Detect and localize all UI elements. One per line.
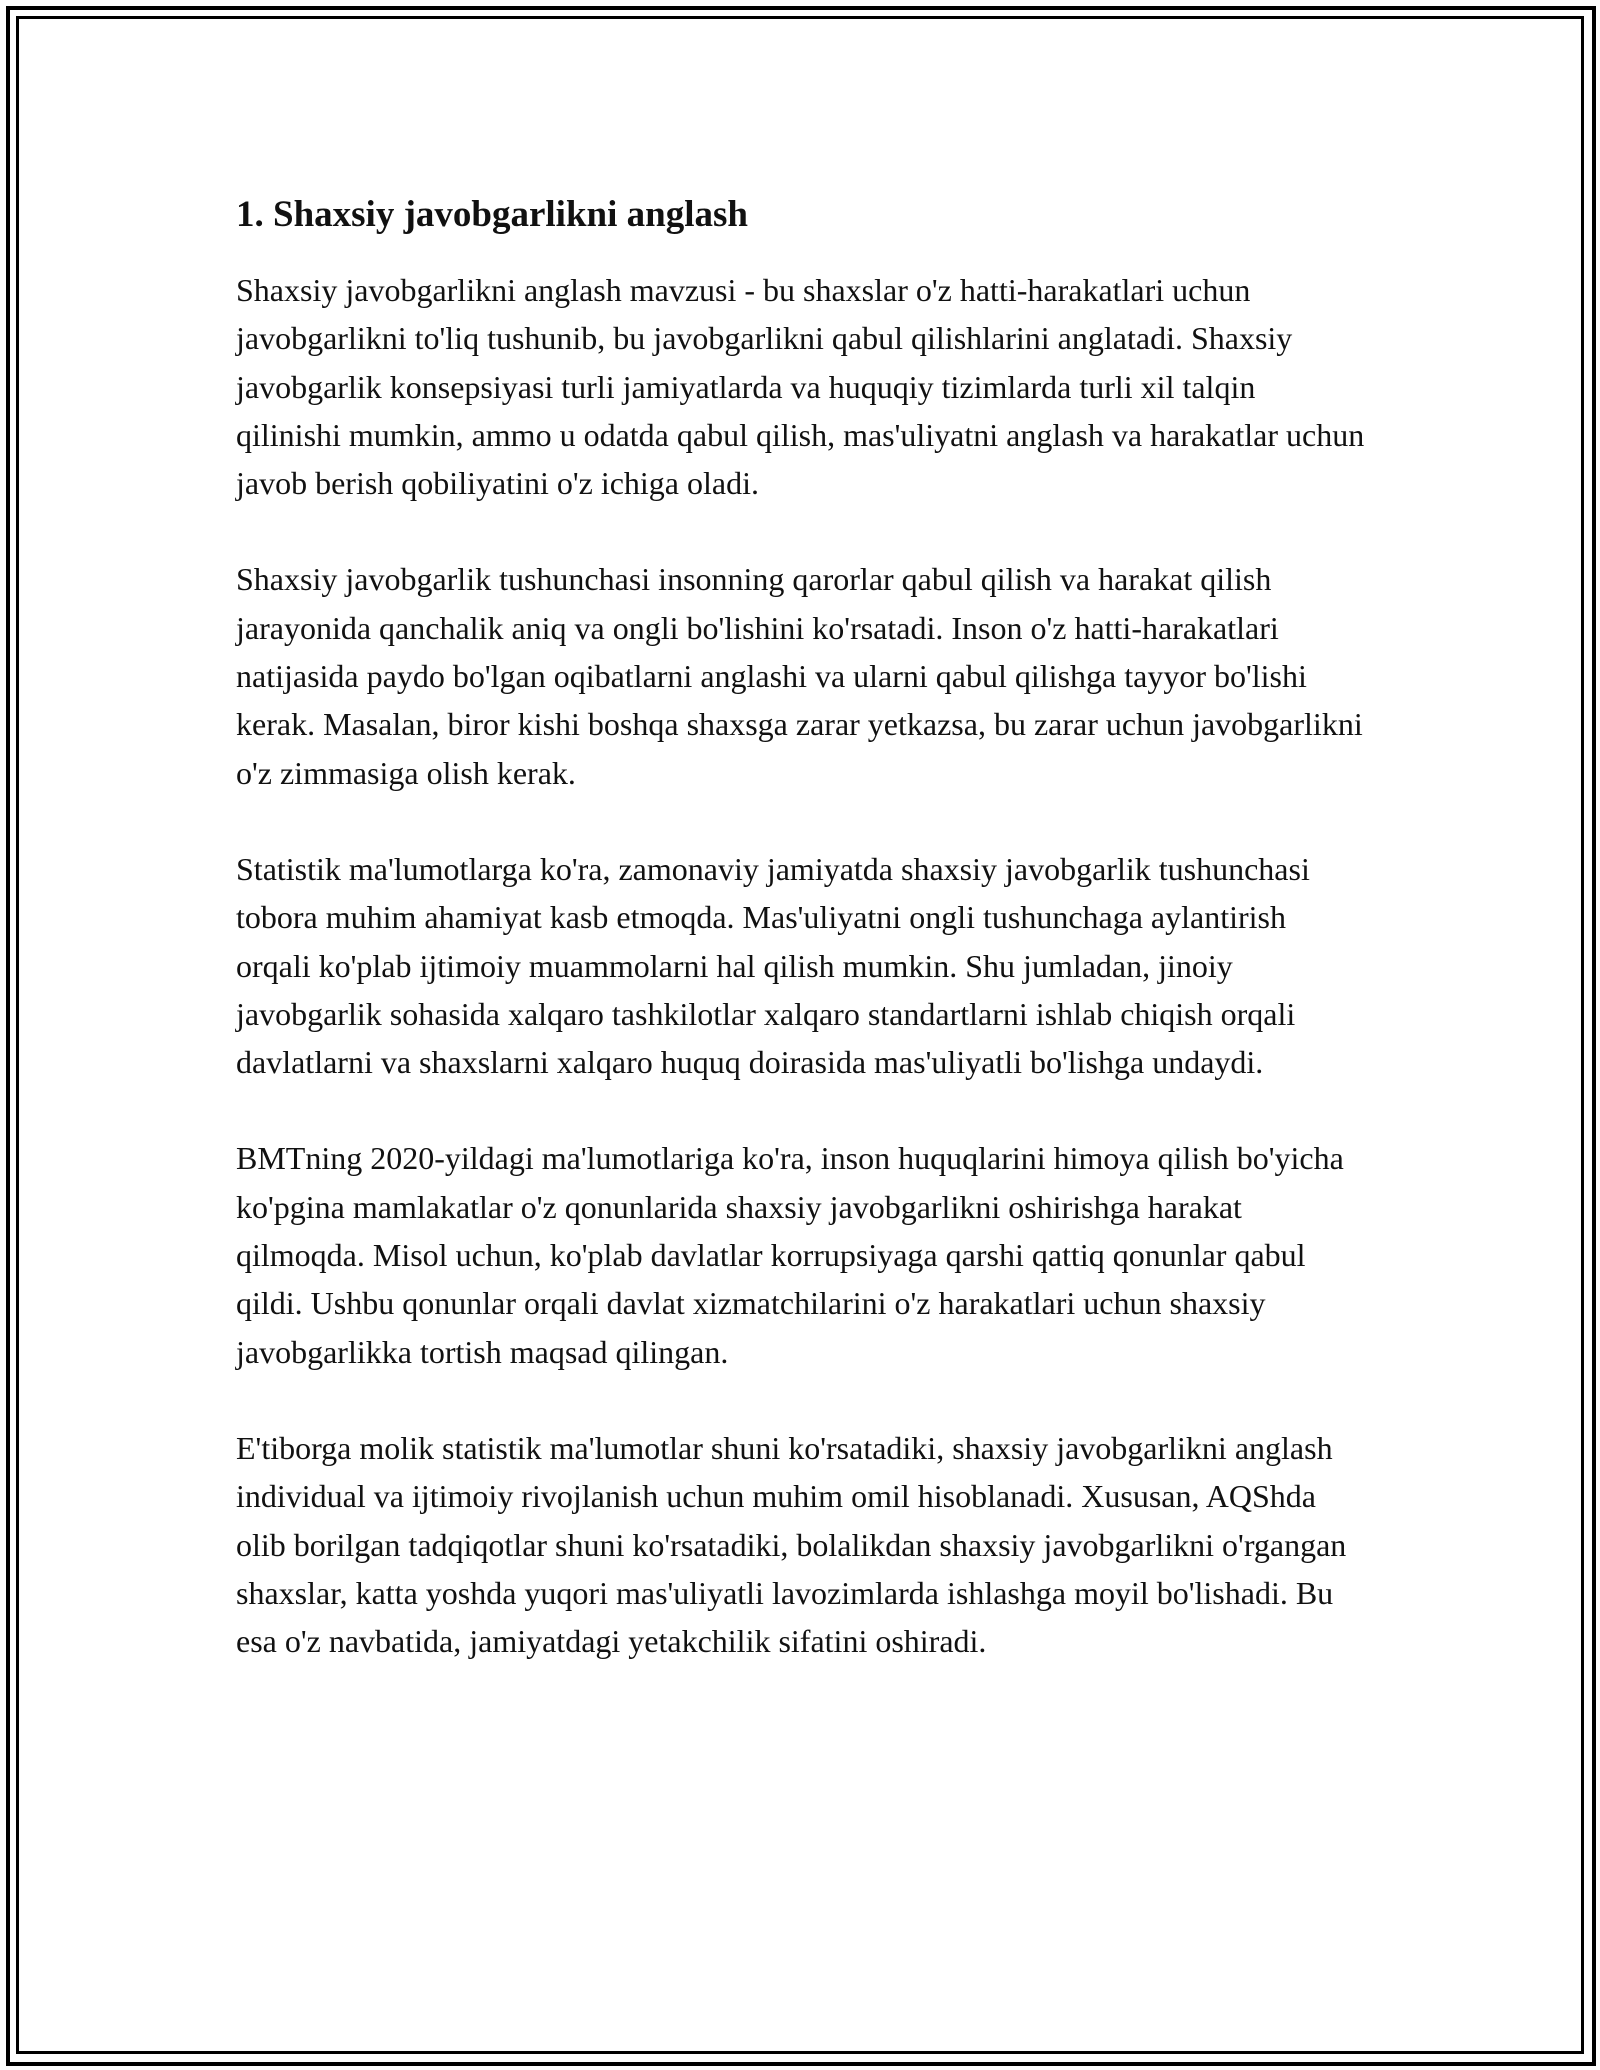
- paragraph-3: Statistik ma'lumotlarga ko'ra, zamonaviy jamiyatda shaxsiy javobgarlik tushunchasi tobora muhim ahamiyat kasb etmoqda. Mas'uliyatni ongli tushunchaga aylantirish orqali ko'plab ijtimoiy muammolarni hal qilish mumkin. Shu jumladan, jinoiy javobgarlik sohasida xalqaro tashkilotlar xalqaro standartlarni ishlab chiqish orqali davlatlarni va shaxslarni xalqaro huquq doirasida mas'uliyatli bo'lishga undaydi.: [236, 850, 1310, 1081]
- paragraph-1: Shaxsiy javobgarlikni anglash mavzusi - bu shaxslar o'z hatti-harakatlari uchun javobgarlikni to'liq tushunib, bu javobgarlikni qabul qilishlarini anglatadi. Shaxsiy javobgarlik konsepsiyasi turli jamiyatlarda va huquqiy tizimlarda turli xil talqin qilinishi mumkin, ammo u odatda qabul qilish, mas'uliyatni anglash va harakatlar uchun javob berish qobiliyatini o'z ichiga oladi.: [236, 272, 1365, 502]
- paragraph-2: Shaxsiy javobgarlik tushunchasi insonning qarorlar qabul qilish va harakat qilish jarayonida qanchalik aniq va ongli bo'lishini ko'rsatadi. Inson o'z hatti-harakatlari natijasida paydo bo'lgan oqibatlarni anglashi va ularni qabul qilishga tayyor bo'lishi kerak. Masalan, biror kishi boshqa shaxsga zarar yetkazsa, bu zarar uchun javobgarlikni o'z zimmasiga olish kerak.: [236, 561, 1363, 791]
- paragraph-4: BMTning 2020-yildagi ma'lumotlariga ko'ra, inson huquqlarini himoya qilish bo'yicha ko'pgina mamlakatlar o'z qonunlarida shaxsiy javobgarlikni oshirishga harakat qilmoqda. Misol uchun, ko'plab davlatlar korrupsiyaga qarshi qattiq qonunlar qabul qildi. Ushbu qonunlar orqali davlat xizmatchilarini o'z harakatlari uchun shaxsiy javobgarlikka tortish maqsad qilingan.: [236, 1140, 1344, 1370]
- document-body: [236, 186, 1366, 1713]
- paragraph-5: E'tiborga molik statistik ma'lumotlar shuni ko'rsatadiki, shaxsiy javobgarlikni anglash individual va ijtimoiy rivojlanish uchun muhim omil hisoblanadi. Xususan, AQShda olib borilgan tadqiqotlar shuni ko'rsatadiki, bolalikdan shaxsiy javobgarlikni o'rgangan shaxslar, katta yoshda yuqori mas'uliyatli lavozimlarda ishlashga moyil bo'lishadi. Bu esa o'z navbatida, jamiyatdagi yetakchilik sifatini oshiradi.: [236, 1429, 1347, 1660]
- section-heading: 1. Shaxsiy javobgarlikni anglash: [236, 194, 748, 235]
